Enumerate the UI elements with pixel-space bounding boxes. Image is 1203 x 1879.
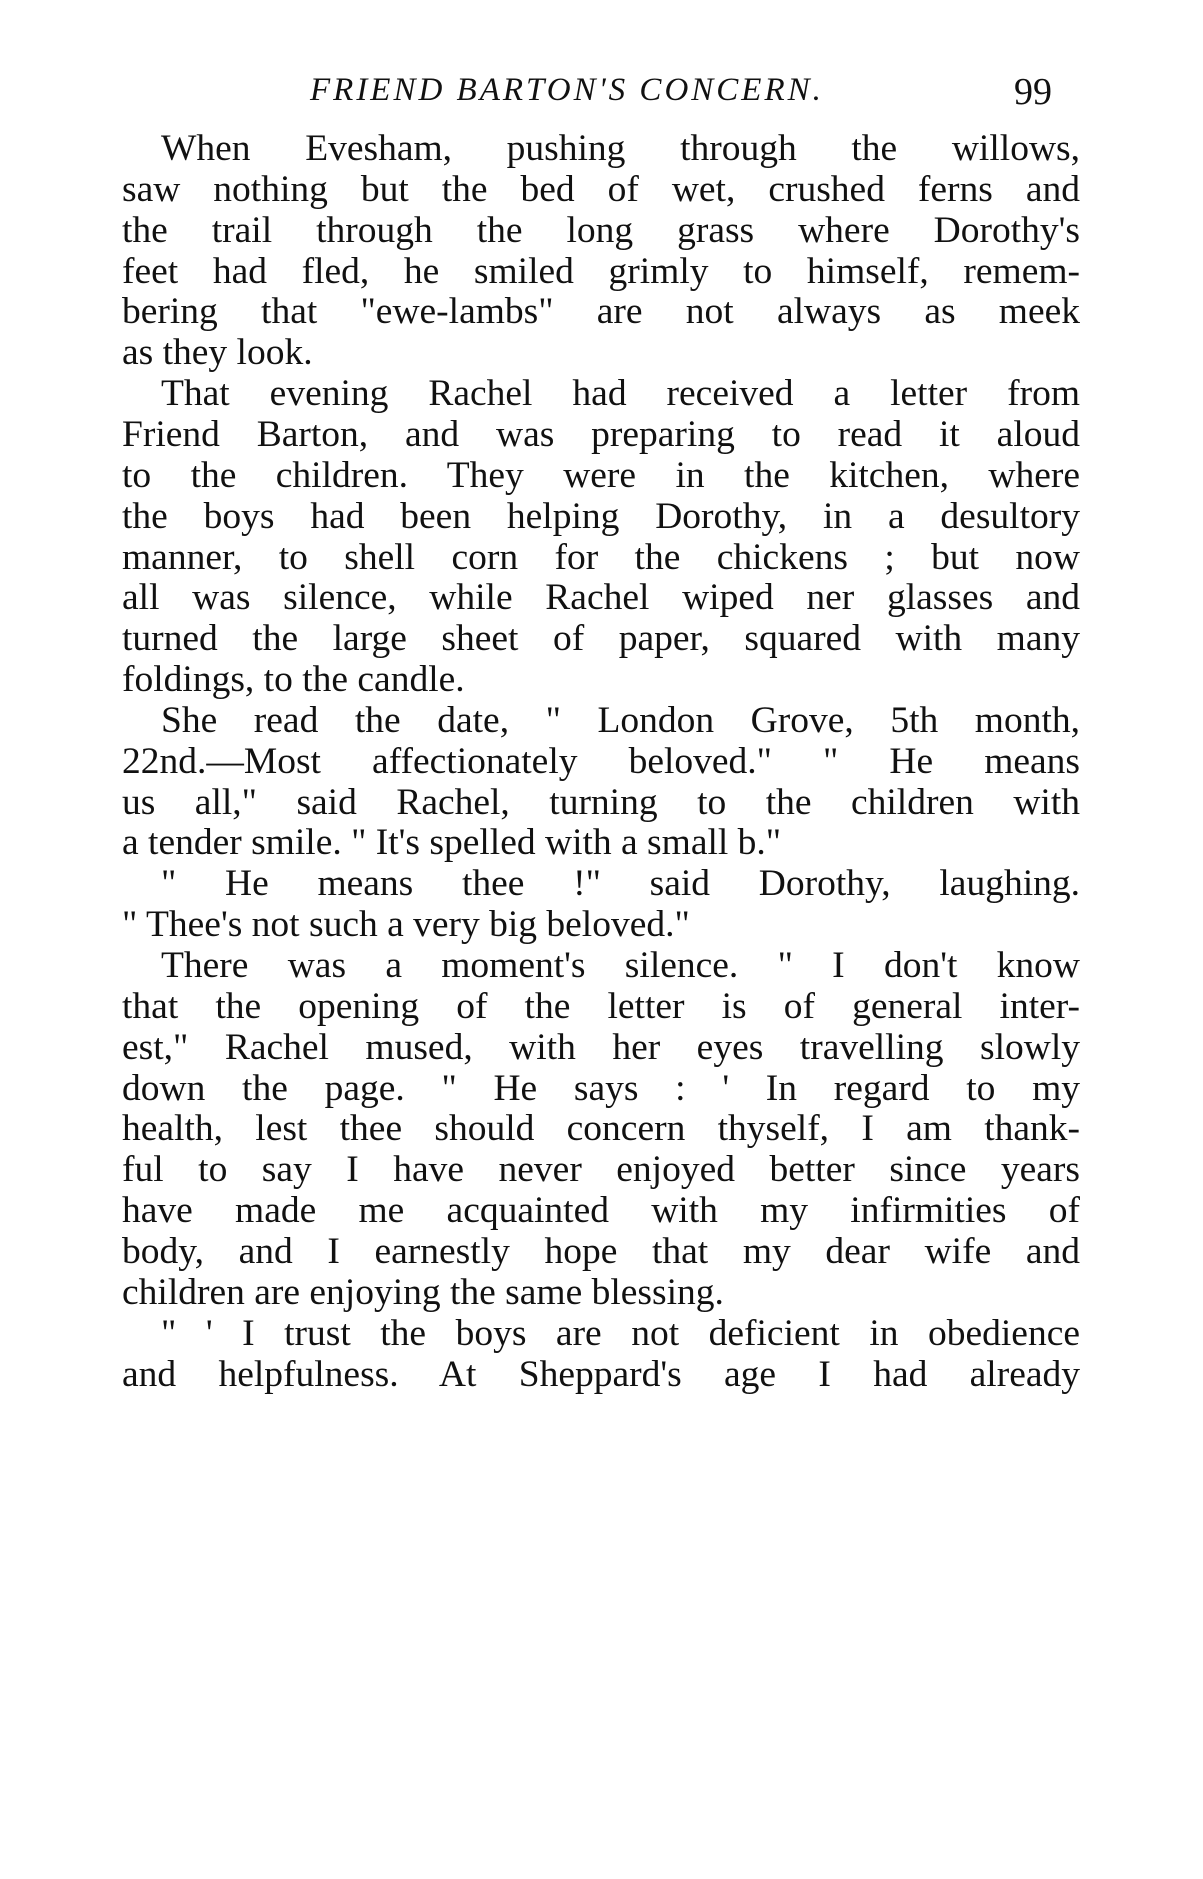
text-line: the boys had been helping Dorothy, in a desultory [122,496,1080,537]
text-line: foldings, to the candle. [122,659,465,700]
text-line: have made me acquainted with my infirmities of [122,1190,1080,1231]
text-line: ful to say I have never enjoyed better since years [122,1149,1080,1190]
text-line: a tender smile. " It's spelled with a small b." [122,822,782,863]
text-line: health, lest thee should concern thyself, I am thank- [122,1108,1080,1149]
text-line: body, and I earnestly hope that my dear wife and [122,1231,1080,1272]
text-line: that the opening of the letter is of general inter- [122,986,1080,1027]
text-line: turned the large sheet of paper, squared with many [122,618,1080,659]
text-line: us all," said Rachel, turning to the children with [122,782,1080,823]
text-line: as they look. [122,332,313,373]
text-line: down the page. " He says : ' In regard to my [122,1068,1080,1109]
text-line: That evening Rachel had received a letter from [161,373,1080,414]
text-line: " He means thee !" said Dorothy, laughing. [161,863,1080,904]
text-line: manner, to shell corn for the chickens ; but now [122,537,1080,578]
text-line: the trail through the long grass where Dorothy's [122,210,1080,251]
text-line: est," Rachel mused, with her eyes travelling slowly [122,1027,1080,1068]
text-line: 22nd.—Most affectionately beloved." " He means [122,741,1080,782]
page-number: 99 [1014,71,1052,113]
text-line: all was silence, while Rachel wiped ner glasses and [122,577,1080,618]
running-title: FRIEND BARTON'S CONCERN. [310,72,824,108]
text-line: " ' I trust the boys are not deficient in obedience [161,1313,1080,1354]
text-line: children are enjoying the same blessing. [122,1272,724,1313]
text-line: Friend Barton, and was preparing to read it aloud [122,414,1080,455]
text-line: bering that "ewe-lambs" are not always as meek [122,291,1080,332]
text-line: feet had fled, he smiled grimly to himself, remem- [122,251,1080,292]
text-line: and helpfulness. At Sheppard's age I had already [122,1354,1080,1395]
text-line: to the children. They were in the kitchen, where [122,455,1080,496]
text-line: " Thee's not such a very big beloved." [122,904,690,945]
text-line: saw nothing but the bed of wet, crushed ferns and [122,169,1080,210]
text-line: She read the date, " London Grove, 5th month, [161,700,1080,741]
text-line: There was a moment's silence. " I don't know [161,945,1080,986]
text-line: When Evesham, pushing through the willows, [161,128,1080,169]
